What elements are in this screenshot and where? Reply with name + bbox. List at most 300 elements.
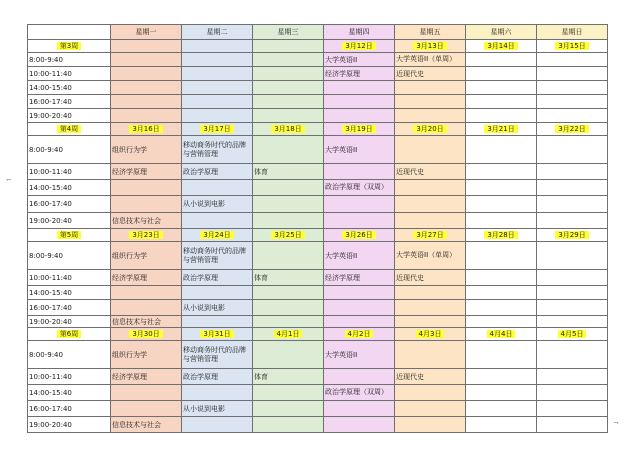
week-label xyxy=(28,40,111,53)
course-cell xyxy=(537,385,608,401)
time-cell-text: 14:00-15:40 xyxy=(29,183,72,192)
course-cell xyxy=(182,242,253,270)
date-text: 3月18日 xyxy=(271,125,304,133)
course-cell xyxy=(111,369,182,385)
time-slot-row xyxy=(28,270,608,286)
course-cell-text: 从小说到电影 xyxy=(183,200,225,208)
course-cell xyxy=(182,417,253,433)
time-slot-row xyxy=(28,286,608,300)
date-text: 3月12日 xyxy=(342,42,375,50)
week-row xyxy=(28,40,608,53)
course-cell-text: 大学英语II xyxy=(325,145,358,154)
time-cell xyxy=(28,53,111,67)
date-cell xyxy=(466,229,537,242)
date-cell xyxy=(537,40,608,53)
date-cell xyxy=(466,123,537,136)
time-slot-row xyxy=(28,316,608,328)
course-cell xyxy=(324,180,395,196)
course-cell xyxy=(466,316,537,328)
course-cell-text: 经济学原理 xyxy=(325,69,360,78)
time-cell xyxy=(28,300,111,316)
course-cell-text: 政治学原理 xyxy=(183,167,218,176)
course-cell-text: 经济学原理 xyxy=(112,273,147,282)
course-cell xyxy=(182,136,253,164)
date-cell xyxy=(253,229,324,242)
time-slot-row xyxy=(28,180,608,196)
course-cell xyxy=(253,341,324,369)
course-cell xyxy=(324,270,395,286)
time-cell-text: 19:00-20:40 xyxy=(29,216,72,225)
course-cell xyxy=(182,164,253,180)
time-cell xyxy=(28,242,111,270)
time-cell xyxy=(28,81,111,95)
time-slot-row xyxy=(28,401,608,417)
course-cell xyxy=(395,369,466,385)
time-slot-row xyxy=(28,242,608,270)
week-row xyxy=(28,123,608,136)
week-label-text: 第3周 xyxy=(57,42,81,50)
course-cell xyxy=(182,196,253,213)
course-cell xyxy=(466,180,537,196)
week-label xyxy=(28,123,111,136)
course-cell-text: 政治学原理 xyxy=(183,273,218,282)
course-cell xyxy=(537,286,608,300)
course-cell-text: 经济学原理 xyxy=(112,372,147,381)
time-slot-row xyxy=(28,196,608,213)
course-cell xyxy=(395,300,466,316)
time-slot-row xyxy=(28,136,608,164)
weekday-header xyxy=(324,25,395,40)
course-cell xyxy=(395,213,466,229)
time-cell xyxy=(28,196,111,213)
weekday-header xyxy=(182,25,253,40)
course-cell xyxy=(537,401,608,417)
date-cell xyxy=(182,40,253,53)
course-cell-text: 体育 xyxy=(254,273,268,282)
date-text: 3月23日 xyxy=(129,231,162,239)
date-text: 4月3日 xyxy=(416,330,445,338)
time-slot-row xyxy=(28,67,608,81)
course-cell xyxy=(537,196,608,213)
course-cell xyxy=(537,95,608,109)
course-cell xyxy=(253,81,324,95)
time-cell xyxy=(28,213,111,229)
course-cell-text: 近现代史 xyxy=(396,372,424,381)
course-cell-text: 移动商务时代的品牌与营销管理 xyxy=(183,246,246,264)
time-cell-text: 10:00-11:40 xyxy=(29,372,72,381)
course-cell xyxy=(253,109,324,123)
date-cell xyxy=(111,123,182,136)
course-cell xyxy=(466,385,537,401)
course-cell xyxy=(253,369,324,385)
time-cell-text: 19:00-20:40 xyxy=(29,317,72,326)
date-text: 4月4日 xyxy=(487,330,516,338)
date-cell xyxy=(395,40,466,53)
course-cell xyxy=(111,417,182,433)
time-cell-text: 10:00-11:40 xyxy=(29,167,72,176)
course-cell xyxy=(395,286,466,300)
course-cell xyxy=(253,95,324,109)
course-cell xyxy=(182,385,253,401)
course-cell xyxy=(537,300,608,316)
course-cell xyxy=(111,270,182,286)
course-cell xyxy=(324,164,395,180)
date-cell xyxy=(253,40,324,53)
time-cell xyxy=(28,385,111,401)
course-cell-text: 大学英语II xyxy=(325,55,358,64)
weekday-header-text: 星期三 xyxy=(277,28,299,36)
date-cell xyxy=(324,328,395,341)
course-cell xyxy=(537,213,608,229)
time-cell-text: 14:00-15:40 xyxy=(29,388,72,397)
course-cell xyxy=(395,164,466,180)
time-slot-row xyxy=(28,164,608,180)
course-cell xyxy=(111,196,182,213)
course-cell xyxy=(111,136,182,164)
course-cell xyxy=(324,286,395,300)
course-cell xyxy=(182,95,253,109)
course-cell xyxy=(182,53,253,67)
course-cell xyxy=(395,242,466,270)
course-cell xyxy=(182,109,253,123)
course-cell xyxy=(466,300,537,316)
course-cell-text: 移动商务时代的品牌与营销管理 xyxy=(183,140,246,158)
course-cell-text: 从小说到电影 xyxy=(183,404,225,413)
course-cell xyxy=(395,417,466,433)
course-cell xyxy=(395,270,466,286)
date-text: 3月31日 xyxy=(200,330,233,338)
week-label xyxy=(28,328,111,341)
course-cell-text: 体育 xyxy=(254,372,268,381)
date-text: 3月29日 xyxy=(555,231,588,239)
course-cell xyxy=(395,180,466,196)
course-cell xyxy=(466,213,537,229)
weekday-header-text: 星期日 xyxy=(561,28,583,36)
course-cell xyxy=(182,286,253,300)
course-cell xyxy=(466,164,537,180)
weekday-header xyxy=(253,25,324,40)
time-cell-text: 8:00-9:40 xyxy=(29,145,63,154)
course-cell xyxy=(537,53,608,67)
course-cell xyxy=(466,81,537,95)
course-cell xyxy=(466,417,537,433)
date-text: 3月27日 xyxy=(413,231,446,239)
course-cell xyxy=(537,369,608,385)
date-text: 3月26日 xyxy=(342,231,375,239)
course-cell xyxy=(324,341,395,369)
course-cell xyxy=(324,67,395,81)
course-cell xyxy=(395,109,466,123)
date-text: 4月2日 xyxy=(345,330,374,338)
weekday-header-text: 星期四 xyxy=(348,28,370,36)
time-cell xyxy=(28,369,111,385)
weekday-header-row xyxy=(28,25,608,40)
date-cell xyxy=(253,328,324,341)
time-cell-text: 19:00-20:40 xyxy=(29,111,72,120)
date-cell xyxy=(466,328,537,341)
course-cell xyxy=(111,300,182,316)
time-slot-row xyxy=(28,369,608,385)
time-slot-row xyxy=(28,213,608,229)
time-cell xyxy=(28,417,111,433)
date-text: 3月24日 xyxy=(200,231,233,239)
course-cell-text: 大学英语II（单周） xyxy=(396,251,457,259)
time-cell xyxy=(28,67,111,81)
weekday-header xyxy=(466,25,537,40)
course-cell xyxy=(466,53,537,67)
time-cell xyxy=(28,109,111,123)
date-cell xyxy=(395,328,466,341)
course-cell xyxy=(537,341,608,369)
course-cell xyxy=(182,401,253,417)
course-cell-text: 信息技术与社会 xyxy=(112,420,161,429)
time-slot-row xyxy=(28,53,608,67)
course-cell xyxy=(111,286,182,300)
course-cell xyxy=(395,385,466,401)
course-cell xyxy=(253,385,324,401)
course-cell xyxy=(466,270,537,286)
course-cell xyxy=(466,196,537,213)
course-cell xyxy=(253,67,324,81)
course-cell xyxy=(182,369,253,385)
course-cell-text: 经济学原理 xyxy=(112,167,147,176)
time-cell xyxy=(28,270,111,286)
course-cell xyxy=(253,417,324,433)
time-slot-row xyxy=(28,81,608,95)
course-cell xyxy=(253,196,324,213)
course-cell xyxy=(253,136,324,164)
time-slot-row xyxy=(28,300,608,316)
time-cell-text: 10:00-11:40 xyxy=(29,273,72,282)
time-cell-text: 8:00-9:40 xyxy=(29,350,63,359)
course-cell xyxy=(253,270,324,286)
course-cell xyxy=(324,300,395,316)
date-cell xyxy=(253,123,324,136)
time-cell-text: 16:00-17:40 xyxy=(29,97,72,106)
date-text: 3月13日 xyxy=(413,42,446,50)
course-cell-text: 经济学原理 xyxy=(325,273,360,282)
course-cell xyxy=(324,53,395,67)
course-cell xyxy=(324,316,395,328)
course-cell xyxy=(395,67,466,81)
course-cell xyxy=(253,180,324,196)
course-cell xyxy=(253,286,324,300)
course-cell xyxy=(111,81,182,95)
time-cell xyxy=(28,164,111,180)
course-cell xyxy=(111,67,182,81)
course-cell xyxy=(466,369,537,385)
time-cell-text: 10:00-11:40 xyxy=(29,69,72,78)
course-cell xyxy=(537,136,608,164)
course-cell-text: 政治学原理 xyxy=(183,372,218,381)
time-cell xyxy=(28,401,111,417)
course-cell xyxy=(324,401,395,417)
course-cell xyxy=(324,369,395,385)
date-text: 3月20日 xyxy=(413,125,446,133)
course-cell-text: 近现代史 xyxy=(396,273,424,282)
date-cell xyxy=(537,229,608,242)
course-cell xyxy=(537,164,608,180)
course-cell xyxy=(324,136,395,164)
date-text: 3月22日 xyxy=(555,125,588,133)
course-cell xyxy=(395,81,466,95)
course-cell-text: 政治学原理（双周） xyxy=(325,388,388,396)
date-text: 3月15日 xyxy=(555,42,588,50)
time-cell-text: 14:00-15:40 xyxy=(29,288,72,297)
course-cell xyxy=(111,316,182,328)
course-cell xyxy=(111,242,182,270)
course-cell-text: 大学英语II xyxy=(325,251,358,260)
course-cell xyxy=(182,180,253,196)
course-cell xyxy=(395,196,466,213)
weekly-timetable xyxy=(27,24,608,433)
course-cell xyxy=(182,213,253,229)
course-cell xyxy=(537,417,608,433)
date-text: 3月16日 xyxy=(129,125,162,133)
date-text: 3月14日 xyxy=(484,42,517,50)
course-cell xyxy=(253,316,324,328)
weekday-header-text: 星期一 xyxy=(135,28,157,36)
course-cell-text: 近现代史 xyxy=(396,69,424,78)
course-cell xyxy=(111,109,182,123)
date-text: 3月30日 xyxy=(129,330,162,338)
course-cell xyxy=(253,164,324,180)
date-cell xyxy=(324,123,395,136)
time-cell-text: 14:00-15:40 xyxy=(29,83,72,92)
course-cell xyxy=(466,286,537,300)
course-cell xyxy=(111,401,182,417)
course-cell xyxy=(111,180,182,196)
time-cell xyxy=(28,180,111,196)
course-cell xyxy=(395,316,466,328)
course-cell xyxy=(111,341,182,369)
date-cell xyxy=(324,40,395,53)
course-cell xyxy=(324,242,395,270)
date-cell xyxy=(111,229,182,242)
course-cell xyxy=(395,95,466,109)
time-slot-row xyxy=(28,109,608,123)
week-label-text: 第4周 xyxy=(57,125,81,133)
course-cell-text: 近现代史 xyxy=(396,167,424,176)
course-cell xyxy=(466,95,537,109)
week-label-text: 第5周 xyxy=(57,231,81,239)
course-cell xyxy=(466,242,537,270)
time-cell-text: 8:00-9:40 xyxy=(29,251,63,260)
course-cell xyxy=(324,95,395,109)
course-cell xyxy=(466,341,537,369)
course-cell xyxy=(466,136,537,164)
date-text: 3月21日 xyxy=(484,125,517,133)
time-cell xyxy=(28,136,111,164)
time-cell-text: 16:00-17:40 xyxy=(29,200,72,208)
course-cell xyxy=(537,67,608,81)
course-cell xyxy=(537,270,608,286)
date-cell xyxy=(182,328,253,341)
margin-marker: ⌐ xyxy=(6,176,12,184)
weekday-header-text: 星期六 xyxy=(490,28,512,36)
course-cell-text: 组织行为学 xyxy=(112,350,147,359)
time-slot-row xyxy=(28,417,608,433)
week-label xyxy=(28,229,111,242)
course-cell xyxy=(253,213,324,229)
margin-marker: ¬ xyxy=(613,419,619,427)
course-cell xyxy=(253,242,324,270)
course-cell xyxy=(182,270,253,286)
course-cell xyxy=(111,164,182,180)
weekday-header-text: 星期五 xyxy=(419,28,441,36)
date-text: 3月28日 xyxy=(484,231,517,239)
date-cell xyxy=(537,328,608,341)
course-cell xyxy=(324,81,395,95)
course-cell xyxy=(253,300,324,316)
course-cell xyxy=(537,316,608,328)
course-cell-text: 信息技术与社会 xyxy=(112,216,161,225)
date-cell xyxy=(182,229,253,242)
week-row xyxy=(28,229,608,242)
course-cell-text: 从小说到电影 xyxy=(183,303,225,312)
date-cell xyxy=(111,328,182,341)
course-cell xyxy=(395,53,466,67)
course-cell xyxy=(466,109,537,123)
week-row xyxy=(28,328,608,341)
course-cell-text: 大学英语II（单周） xyxy=(396,55,457,63)
weekday-header xyxy=(28,25,111,40)
date-cell xyxy=(537,123,608,136)
course-cell-text: 信息技术与社会 xyxy=(112,317,161,326)
date-cell xyxy=(395,229,466,242)
course-cell xyxy=(182,316,253,328)
course-cell-text: 移动商务时代的品牌与营销管理 xyxy=(183,345,246,363)
time-cell xyxy=(28,286,111,300)
course-cell-text: 体育 xyxy=(254,167,268,176)
course-cell xyxy=(253,401,324,417)
date-text: 3月17日 xyxy=(200,125,233,133)
weekday-header xyxy=(395,25,466,40)
course-cell xyxy=(324,196,395,213)
course-cell xyxy=(111,53,182,67)
course-cell xyxy=(395,401,466,417)
date-cell xyxy=(182,123,253,136)
course-cell xyxy=(395,341,466,369)
date-text: 3月25日 xyxy=(271,231,304,239)
course-cell xyxy=(111,385,182,401)
time-cell xyxy=(28,316,111,328)
course-cell xyxy=(182,300,253,316)
course-cell xyxy=(324,417,395,433)
course-cell xyxy=(537,81,608,95)
course-cell xyxy=(537,242,608,270)
course-cell xyxy=(182,81,253,95)
time-cell-text: 19:00-20:40 xyxy=(29,420,72,429)
course-cell xyxy=(324,109,395,123)
course-cell xyxy=(537,180,608,196)
course-cell xyxy=(253,53,324,67)
course-cell xyxy=(466,401,537,417)
weekday-header xyxy=(111,25,182,40)
date-text: 3月19日 xyxy=(342,125,375,133)
date-text: 4月1日 xyxy=(274,330,303,338)
weekday-header xyxy=(537,25,608,40)
date-cell xyxy=(466,40,537,53)
weekday-header-text: 星期二 xyxy=(206,28,228,36)
time-cell xyxy=(28,341,111,369)
course-cell-text: 组织行为学 xyxy=(112,251,147,260)
course-cell xyxy=(466,67,537,81)
course-cell-text: 大学英语II xyxy=(325,350,358,359)
time-cell-text: 16:00-17:40 xyxy=(29,404,72,413)
date-text: 4月5日 xyxy=(558,330,587,338)
course-cell xyxy=(537,109,608,123)
